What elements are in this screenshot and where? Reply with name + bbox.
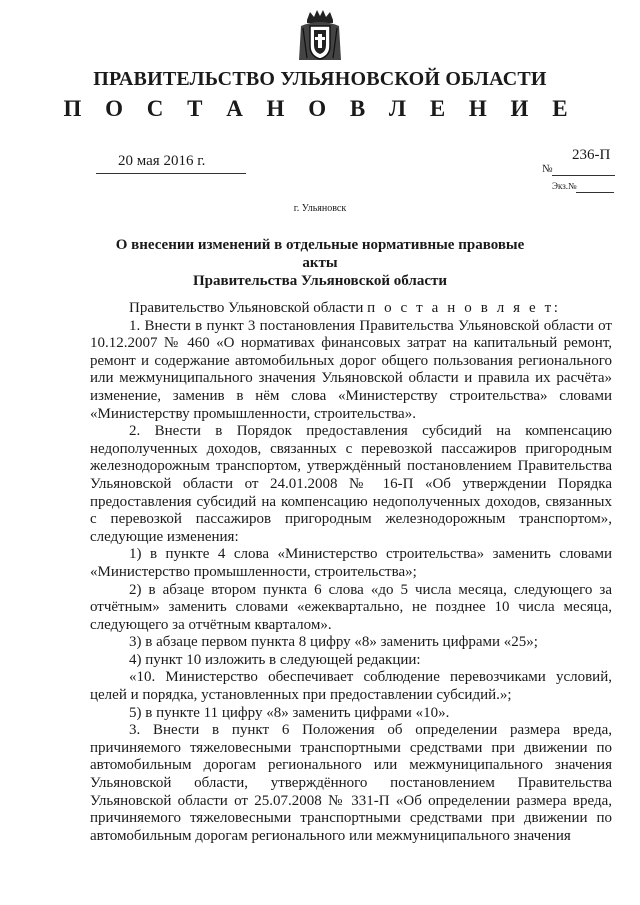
government-title: ПРАВИТЕЛЬСТВО УЛЬЯНОВСКОЙ ОБЛАСТИ xyxy=(93,68,547,90)
subject-line-1: О внесении изменений в отдельные нормативные правовые акты xyxy=(115,237,525,271)
copy-number-underline xyxy=(576,192,614,193)
document-number: 236-П xyxy=(572,147,611,163)
subject-line-2: Правительства Ульяновской области xyxy=(192,273,448,289)
city-location: г. Ульяновск xyxy=(293,203,347,214)
copy-number-label: Экз.№ xyxy=(552,181,577,191)
paragraph: 4) пункт 10 изложить в следующей редакции: xyxy=(129,651,421,668)
document-date: 20 мая 2016 г. xyxy=(118,153,206,169)
paragraph: 5) в пункте 11 цифру «8» заменить цифрами «10». xyxy=(129,704,450,721)
paragraph: 1. Внести в пункт 3 постановления Правительства Ульяновской области от 10.12.2007 № 460 «О нормативах финансовых затрат на капитальный ремонт, ремонт и содержание автомобильных дорог общего пользования регионального или межмуниципального значения Ульяновской области и правила их расчёта» изменение, заменив в нём слова «Министерству строительства» словами «Министерству промышленности, строительства». xyxy=(90,317,612,422)
coat-of-arms-emblem xyxy=(297,8,343,64)
intro-action: п о с т а н о в л я е т: xyxy=(367,300,561,316)
paragraph: 1) в пункте 4 слова «Министерство строительства» заменить словами «Министерство промышленности, строительства»; xyxy=(90,546,612,580)
document-kind-title: П О С Т А Н О В Л Е Н И Е xyxy=(63,96,577,121)
intro-paragraph xyxy=(90,300,612,318)
paragraph: «10. Министерство обеспечивает соблюдение перевозчиками условий, целей и порядка, установленных при предоставлении субсидий.»; xyxy=(90,669,612,704)
document-body xyxy=(90,300,612,845)
intro-subject: Правительство Ульяновской области xyxy=(129,300,368,316)
number-underline xyxy=(552,175,615,176)
paragraph: 3) в абзаце первом пункта 8 цифру «8» заменить цифрами «25»; xyxy=(129,634,538,651)
paragraph: 3. Внести в пункт 6 Положения об определении размера вреда, причиняемого тяжеловесными транспортными средствами при движении по автомобильным дорогам регионального или межмуниципального значения Ульяновской области, утверждённого постановлением Правительства Ульяновской области от 25.07.2008 № 331-П «Об определении размера вреда, причиняемого тяжеловесными транспортными средствами при движении по автомобильным дорогам регионального или межмуниципального значения xyxy=(90,722,612,844)
paragraph: 2) в абзаце втором пункта 6 слова «до 5 числа месяца, следующего за отчётным» заменить словами «ежеквартально, не позднее 10 числа месяца, следующего за отчётным кварталом». xyxy=(90,581,612,633)
document-subject xyxy=(100,236,540,290)
date-underline xyxy=(96,173,246,174)
paragraph: 2. Внести в Порядок предоставления субсидий на компенсацию недополученных доходов, связанных с перевозкой пассажиров пригородным железнодорожным транспортом, утверждённый постановлением Правительства Ульяновской области от 24.01.2008 № 16-П «Об утверждении Порядка предоставления субсидий на компенсацию недополученных доходов, связанных с перевозкой пассажиров пригородным железнодорожным транспортом», следующие изменения: xyxy=(90,423,612,545)
number-label: № xyxy=(542,163,553,175)
